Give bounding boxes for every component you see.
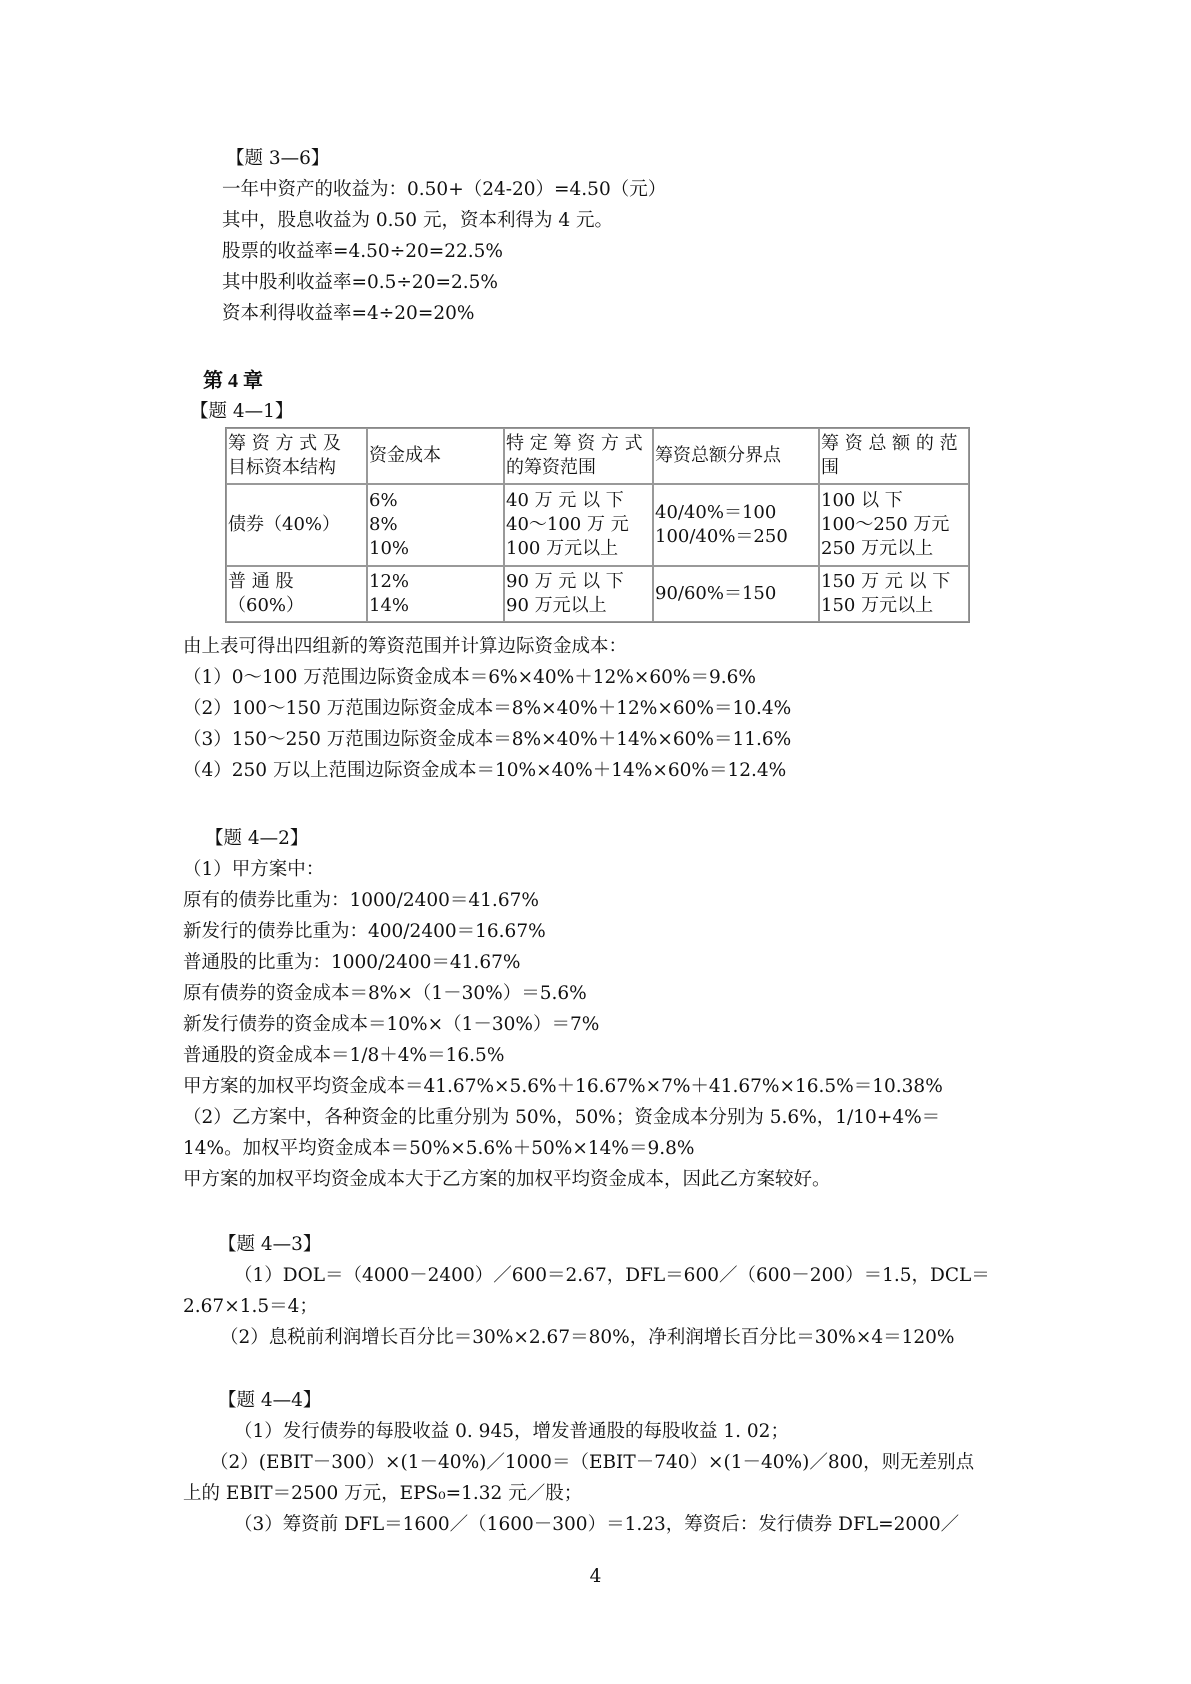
table-cell: 普 通 股 （60%） bbox=[226, 566, 367, 622]
text-line: 2.67×1.5＝4； bbox=[183, 1296, 318, 1317]
text-line: （2）100～150 万范围边际资金成本＝8%×40%＋12%×60%＝10.4% bbox=[183, 698, 792, 719]
text-line: 股票的收益率=4.50÷20=22.5% bbox=[222, 241, 504, 262]
text-line: 上的 EBIT＝2500 万元，EPS₀=1.32 元／股； bbox=[183, 1483, 583, 1504]
table-header-cell: 特 定 筹 资 方 式 的筹资范围 bbox=[504, 428, 653, 484]
financing-table bbox=[225, 427, 970, 623]
text-line: 普通股的资金成本＝1/8＋4%＝16.5% bbox=[183, 1045, 505, 1066]
table-cell: 40/40%＝100 100/40%＝250 bbox=[653, 484, 819, 566]
problem-4-2 bbox=[0, 823, 1191, 1195]
table-header-row bbox=[226, 428, 969, 484]
text-line: 甲方案的加权平均资金成本＝41.67%×5.6%＋16.67%×7%＋41.67%×16.5%＝10.38% bbox=[183, 1076, 943, 1097]
problem-title: 【题 4—1】 bbox=[190, 401, 294, 422]
text-line: 14%。加权平均资金成本＝50%×5.6%＋50%×14%＝9.8% bbox=[183, 1138, 695, 1159]
text-line: 甲方案的加权平均资金成本大于乙方案的加权平均资金成本，因此乙方案较好。 bbox=[183, 1169, 831, 1190]
problem-4-3 bbox=[0, 1229, 1191, 1353]
table-row bbox=[226, 566, 969, 622]
text-line: 新发行债券的资金成本＝10%×（1－30%）＝7% bbox=[183, 1014, 600, 1035]
text-line: 其中股利收益率=0.5÷20=2.5% bbox=[222, 272, 498, 293]
text-line: （1）发行债券的每股收益 0. 945，增发普通股的每股收益 1. 02； bbox=[234, 1421, 789, 1442]
text-line: （2）(EBIT－300）×(1－40%)／1000＝（EBIT－740）×(1－40%)／800，则无差别点 bbox=[210, 1452, 975, 1473]
text-line: 原有的债券比重为：1000/2400＝41.67% bbox=[183, 890, 539, 911]
page-number: 4 bbox=[589, 1566, 602, 1587]
table-cell: 40 万 元 以 下 40～100 万 元 100 万元以上 bbox=[504, 484, 653, 566]
table-row bbox=[226, 484, 969, 566]
table-header-cell: 筹资总额分界点 bbox=[653, 428, 819, 484]
text-line: （1）甲方案中： bbox=[183, 859, 325, 880]
text-line: 一年中资产的收益为：0.50+（24-20）=4.50（元） bbox=[222, 179, 667, 200]
table-cell: 12% 14% bbox=[367, 566, 504, 622]
problem-title: 【题 4—4】 bbox=[218, 1390, 322, 1411]
text-line: （1）0～100 万范围边际资金成本＝6%×40%＋12%×60%＝9.6% bbox=[183, 667, 756, 688]
problem-4-1-text bbox=[0, 631, 1191, 786]
table-cell: 90 万 元 以 下 90 万元以上 bbox=[504, 566, 653, 622]
text-line: 由上表可得出四组新的筹资范围并计算边际资金成本： bbox=[183, 636, 628, 657]
table-header-cell: 筹 资 方 式 及 目标资本结构 bbox=[226, 428, 367, 484]
table-cell: 债券（40%） bbox=[226, 484, 367, 566]
text-line: 原有债券的资金成本＝8%×（1－30%）＝5.6% bbox=[183, 983, 587, 1004]
table-cell: 90/60%＝150 bbox=[653, 566, 819, 622]
chapter-title: 第 4 章 bbox=[203, 370, 263, 392]
text-line: （3）筹资前 DFL＝1600／（1600－300）＝1.23，筹资后：发行债券 DFL=2000／ bbox=[234, 1514, 960, 1535]
text-line: （1）DOL＝（4000－2400）／600＝2.67，DFL＝600／（600－200）＝1.5，DCL＝ bbox=[234, 1265, 990, 1286]
problem-4-1-title-block bbox=[0, 396, 1191, 427]
problem-3-6 bbox=[0, 143, 1191, 329]
text-line: （2）乙方案中，各种资金的比重分别为 50%，50%；资金成本分别为 5.6%，1/10+4%＝ bbox=[183, 1107, 941, 1128]
text-line: （2）息税前利润增长百分比＝30%×2.67＝80%，净利润增长百分比＝30%×4＝120% bbox=[220, 1327, 955, 1348]
text-line: （4）250 万以上范围边际资金成本＝10%×40%＋14%×60%＝12.4% bbox=[183, 760, 787, 781]
text-line: 其中，股息收益为 0.50 元，资本利得为 4 元。 bbox=[222, 210, 613, 231]
text-line: （3）150～250 万范围边际资金成本＝8%×40%＋14%×60%＝11.6% bbox=[183, 729, 792, 750]
table-header-cell: 资金成本 bbox=[367, 428, 504, 484]
table-cell: 150 万 元 以 下 150 万元以上 bbox=[819, 566, 969, 622]
text-line: 普通股的比重为：1000/2400＝41.67% bbox=[183, 952, 521, 973]
text-line: 新发行的债券比重为：400/2400＝16.67% bbox=[183, 921, 546, 942]
problem-title: 【题 4—2】 bbox=[205, 828, 309, 849]
problem-title: 【题 4—3】 bbox=[218, 1234, 322, 1255]
table-cell: 6% 8% 10% bbox=[367, 484, 504, 566]
problem-4-4 bbox=[0, 1385, 1191, 1540]
table-header-cell: 筹 资 总 额 的 范 围 bbox=[819, 428, 969, 484]
text-line: 资本利得收益率=4÷20=20% bbox=[222, 303, 475, 324]
table-cell: 100 以 下 100～250 万元 250 万元以上 bbox=[819, 484, 969, 566]
problem-title: 【题 3—6】 bbox=[226, 148, 330, 169]
